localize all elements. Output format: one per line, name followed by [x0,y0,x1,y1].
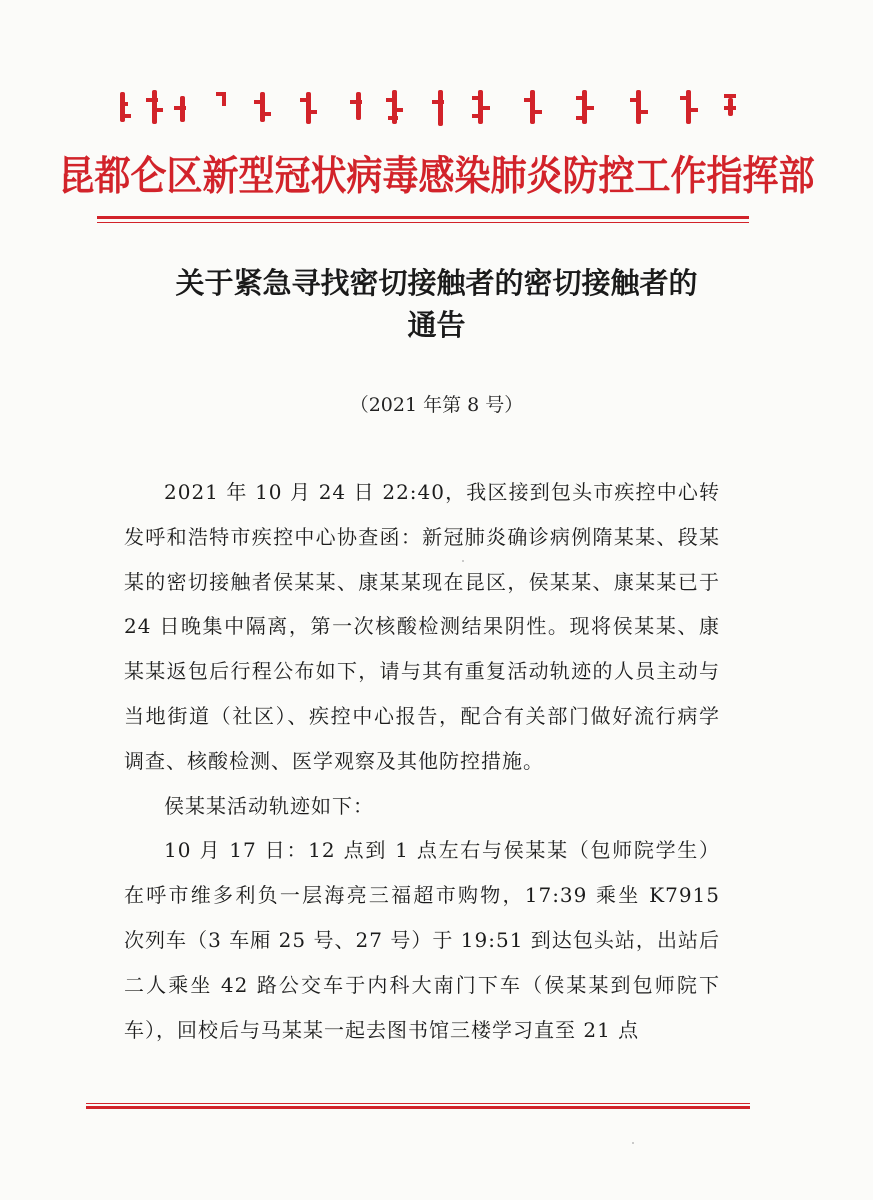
notice-title-line-1: 关于紧急寻找密切接触者的密切接触者的 [175,266,698,300]
header-red-rule [97,216,749,224]
notice-body [124,470,720,1052]
document-number: （2021 年第 8 号） [349,394,524,416]
body-paragraph: 侯某某活动轨迹如下： [164,793,374,818]
notice-title-line-2: 通告 [407,308,466,342]
issuing-authority-title: 昆都仑区新型冠状病毒感染肺炎防控工作指挥部 [58,152,815,200]
scan-speck [462,560,464,562]
notice-title [60,262,813,346]
footer-red-rule [86,1103,750,1111]
mongolian-script-heading [120,86,740,130]
body-paragraph: 2021 年 10 月 24 日 22:40，我区接到包头市疾控中心转发呼和浩特市疾控中心协查函：新冠肺炎确诊病例隋某某、段某某的密切接触者侯某某、康某某现在昆区，侯某某、康某某已于 24 日晚集中隔离，第一次核酸检测结果阴性。现将侯某某、康某某返包后行程公布如下，请与其有重复活动轨迹的人员主动与当地街道（社区）、疾控中心报告，配合有关部门做好流行病学调查、核酸检测、医学观察及其他防控措施。 [124,480,720,773]
body-paragraph: 10 月 17 日：12 点到 1 点左右与侯某某（包师院学生）在呼市维多利负一层海亮三福超市购物，17:39 乘坐 K7915 次列车（3 车厢 25 号、27 号）于 19:51 到达包头站，出站后二人乘坐 42 路公交车于内科大南门下车（侯某某到包师院下车），回校后与马某某一起去图书馆三楼学习直至 21 点 [124,838,720,1042]
scan-speck [632,1142,634,1144]
